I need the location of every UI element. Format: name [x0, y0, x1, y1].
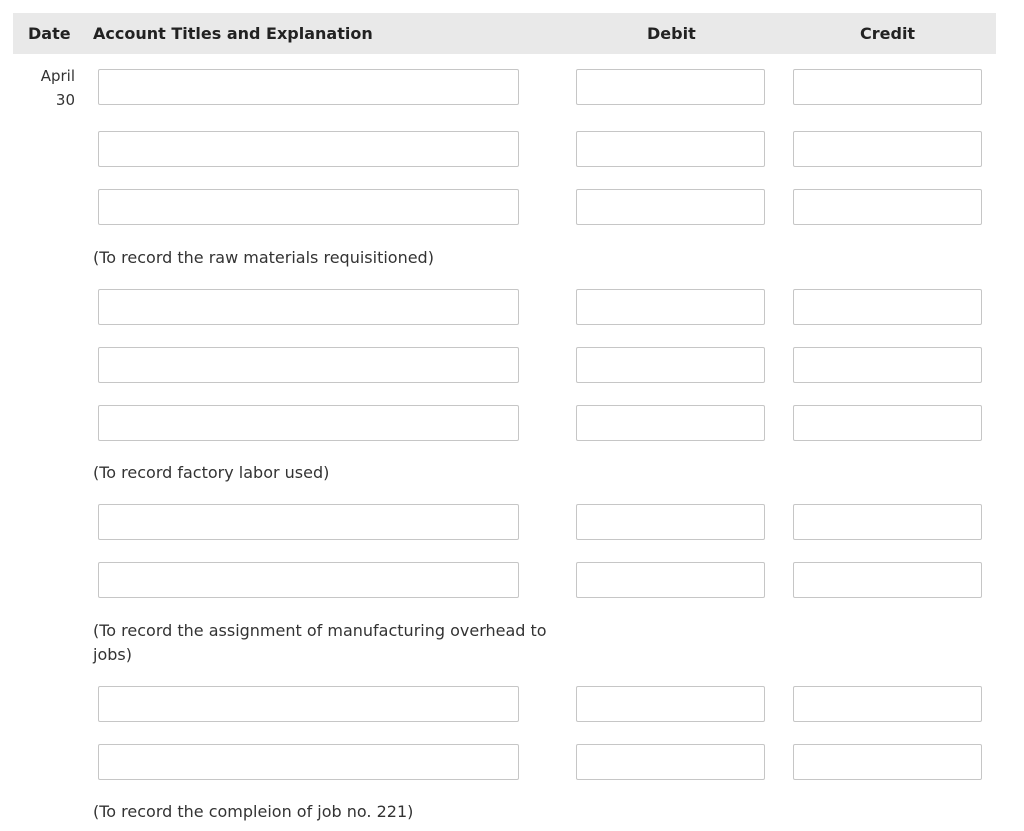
debit-amount-input[interactable] [576, 289, 765, 325]
date-column-header: Date [28, 24, 71, 43]
entry-date-month: April [40, 67, 75, 85]
entry-explanation: (To record the raw materials requisitioned) [93, 248, 434, 267]
entry-explanation: (To record the compleion of job no. 221) [93, 802, 414, 821]
account-column-header: Account Titles and Explanation [93, 24, 373, 43]
credit-amount-input[interactable] [793, 744, 982, 780]
account-title-input[interactable] [98, 131, 519, 167]
debit-amount-input[interactable] [576, 744, 765, 780]
account-title-input[interactable] [98, 405, 519, 441]
debit-amount-input[interactable] [576, 504, 765, 540]
entry-explanation: (To record the assignment of manufacturing overhead to jobs) [93, 621, 547, 664]
debit-amount-input[interactable] [576, 405, 765, 441]
credit-amount-input[interactable] [793, 69, 982, 105]
entry-date-day: 30 [55, 91, 75, 109]
account-title-input[interactable] [98, 686, 519, 722]
credit-amount-input[interactable] [793, 131, 982, 167]
credit-amount-input[interactable] [793, 405, 982, 441]
account-title-input[interactable] [98, 347, 519, 383]
credit-amount-input[interactable] [793, 562, 982, 598]
account-title-input[interactable] [98, 289, 519, 325]
credit-amount-input[interactable] [793, 189, 982, 225]
debit-amount-input[interactable] [576, 347, 765, 383]
account-title-input[interactable] [98, 562, 519, 598]
debit-amount-input[interactable] [576, 131, 765, 167]
debit-amount-input[interactable] [576, 562, 765, 598]
account-title-input[interactable] [98, 189, 519, 225]
credit-amount-input[interactable] [793, 686, 982, 722]
debit-amount-input[interactable] [576, 69, 765, 105]
account-title-input[interactable] [98, 69, 519, 105]
account-title-input[interactable] [98, 744, 519, 780]
credit-amount-input[interactable] [793, 289, 982, 325]
debit-amount-input[interactable] [576, 189, 765, 225]
credit-amount-input[interactable] [793, 347, 982, 383]
debit-amount-input[interactable] [576, 686, 765, 722]
entry-explanation: (To record factory labor used) [93, 463, 330, 482]
account-title-input[interactable] [98, 504, 519, 540]
credit-column-header: Credit [860, 24, 916, 43]
journal-table-header [13, 13, 996, 54]
debit-column-header: Debit [647, 24, 696, 43]
credit-amount-input[interactable] [793, 504, 982, 540]
